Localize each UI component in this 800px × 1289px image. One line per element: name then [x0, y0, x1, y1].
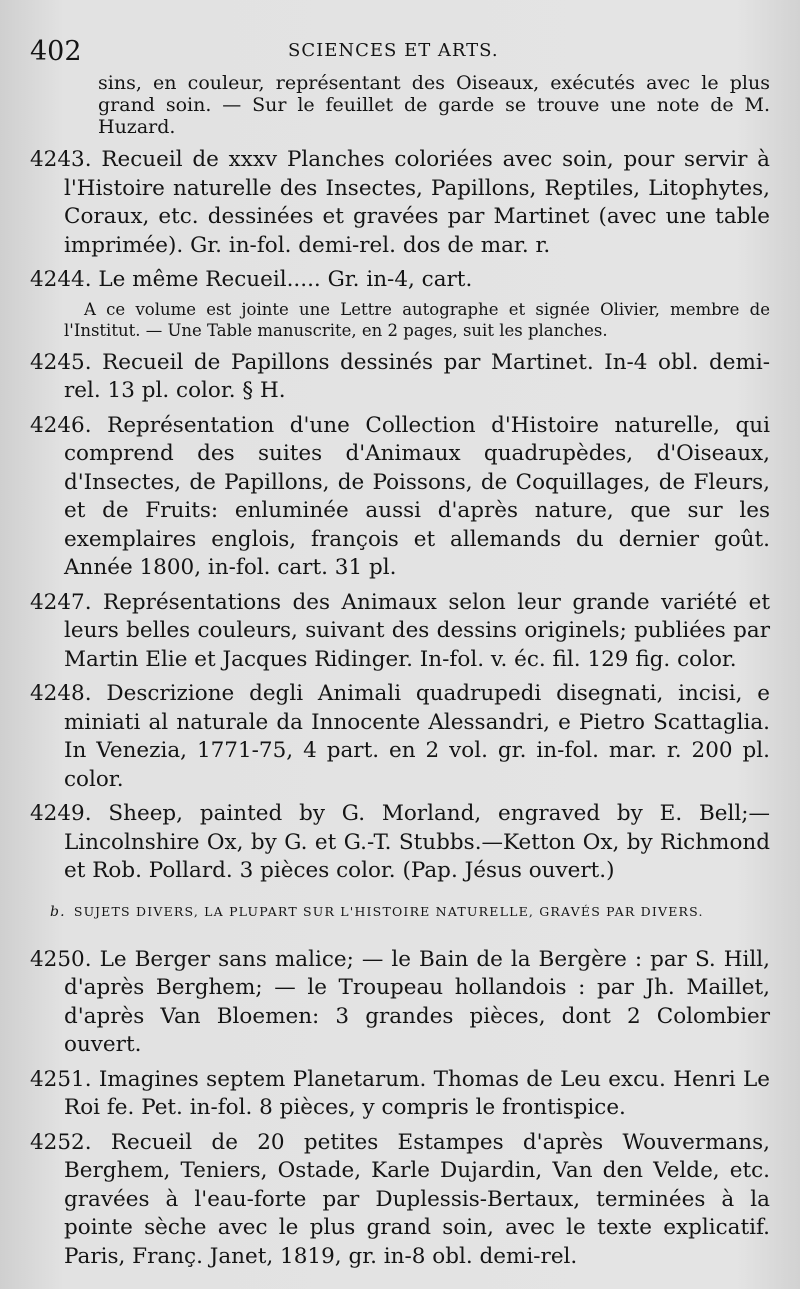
- page-number: 402: [30, 36, 82, 67]
- entry-4252: 4252. Recueil de 20 petites Estampes d'après Wouvermans, Berghem, Teniers, Ostade, Karle Dujardin, Van den Velde, etc. gravées à l'eau-forte par Duplessis-Bertaux, terminées à la pointe sèche avec le plus grand soin, avec le texte explicatif. Paris, Franç. Janet, 1819, gr. in-8 obl. demi-rel.: [30, 1129, 770, 1269]
- entry-continuation: sins, en couleur, représentant des Oiseaux, exécutés avec le plus grand soin. — Sur le feuillet de garde se trouve une note de M. Huzard.: [98, 72, 770, 138]
- entry-4244: 4244. Le même Recueil..... Gr. in-4, cart.: [30, 267, 473, 292]
- page-header: [30, 36, 770, 70]
- entry-4247: 4247. Représentations des Animaux selon leur grande variété et leurs belles couleurs, suivant des dessins originels; publiées par Martin Elie et Jacques Ridinger. In-fol. v. éc. fil. 129 fig. color.: [30, 589, 770, 672]
- entry-4249: 4249. Sheep, painted by G. Morland, engraved by E. Bell;—Lincolnshire Ox, by G. et G.-T. Stubbs.—Ketton Ox, by Richmond et Rob. Pollard. 3 pièces color. (Pap. Jésus ouvert.): [30, 801, 770, 883]
- running-head: SCIENCES ET ARTS.: [288, 40, 499, 61]
- entry-4244-note: A ce volume est jointe une Lettre autographe et signée Olivier, membre de l'Institut. — Une Table manuscrite, en 2 pages, suit les planches.: [64, 299, 770, 340]
- entry-4243: 4243. Recueil de xxxv Planches coloriées avec soin, pour servir à l'Histoire naturelle des Insectes, Papillons, Reptiles, Litophytes, Coraux, etc. dessinées et gravées par Martinet (avec une table imprimée). Gr. in-fol. demi-rel. dos de mar. r.: [30, 147, 770, 258]
- entry-4245: 4245. Recueil de Papillons dessinés par Martinet. In-4 obl. demi-rel. 13 pl. color. § H.: [30, 349, 770, 403]
- entry-4246: 4246. Représentation d'une Collection d'Histoire naturelle, qui comprend des suites d'Animaux quadrupèdes, d'Oiseaux, d'Insectes, de Papillons, de Poissons, de Coquillages, de Fleurs, et de Fruits: enluminée aussi d'après nature, que sur les exemplaires englois, françois et allemands du dernier goût. Année 1800, in-fol. cart. 31 pl.: [30, 412, 770, 580]
- entry-4251: 4251. Imagines septem Planetarum. Thomas de Leu excu. Henri Le Roi fe. Pet. in-fol. 8 pièces, y compris le frontispice.: [30, 1066, 770, 1120]
- page-content: [30, 72, 770, 1277]
- subsection-tag: b.: [50, 903, 66, 920]
- entry-4250: 4250. Le Berger sans malice; — le Bain de la Bergère : par S. Hill, d'après Berghem; — le Troupeau hollandois : par Jh. Maillet, d'après Van Bloemen: 3 grandes pièces, dont 2 Colombier ouvert.: [30, 946, 770, 1057]
- entry-4248: 4248. Descrizione degli Animali quadrupedi disegnati, incisi, e miniati al naturale da Innocente Alessandri, e Pietro Scattaglia. In Venezia, 1771-75, 4 part. en 2 vol. gr. in-fol. mar. r. 200 pl. color.: [30, 681, 770, 792]
- subsection-heading: [50, 904, 770, 920]
- subsection-title: SUJETS DIVERS, LA PLUPART SUR L'HISTOIRE NATURELLE, GRAVÉS PAR DIVERS.: [73, 903, 704, 919]
